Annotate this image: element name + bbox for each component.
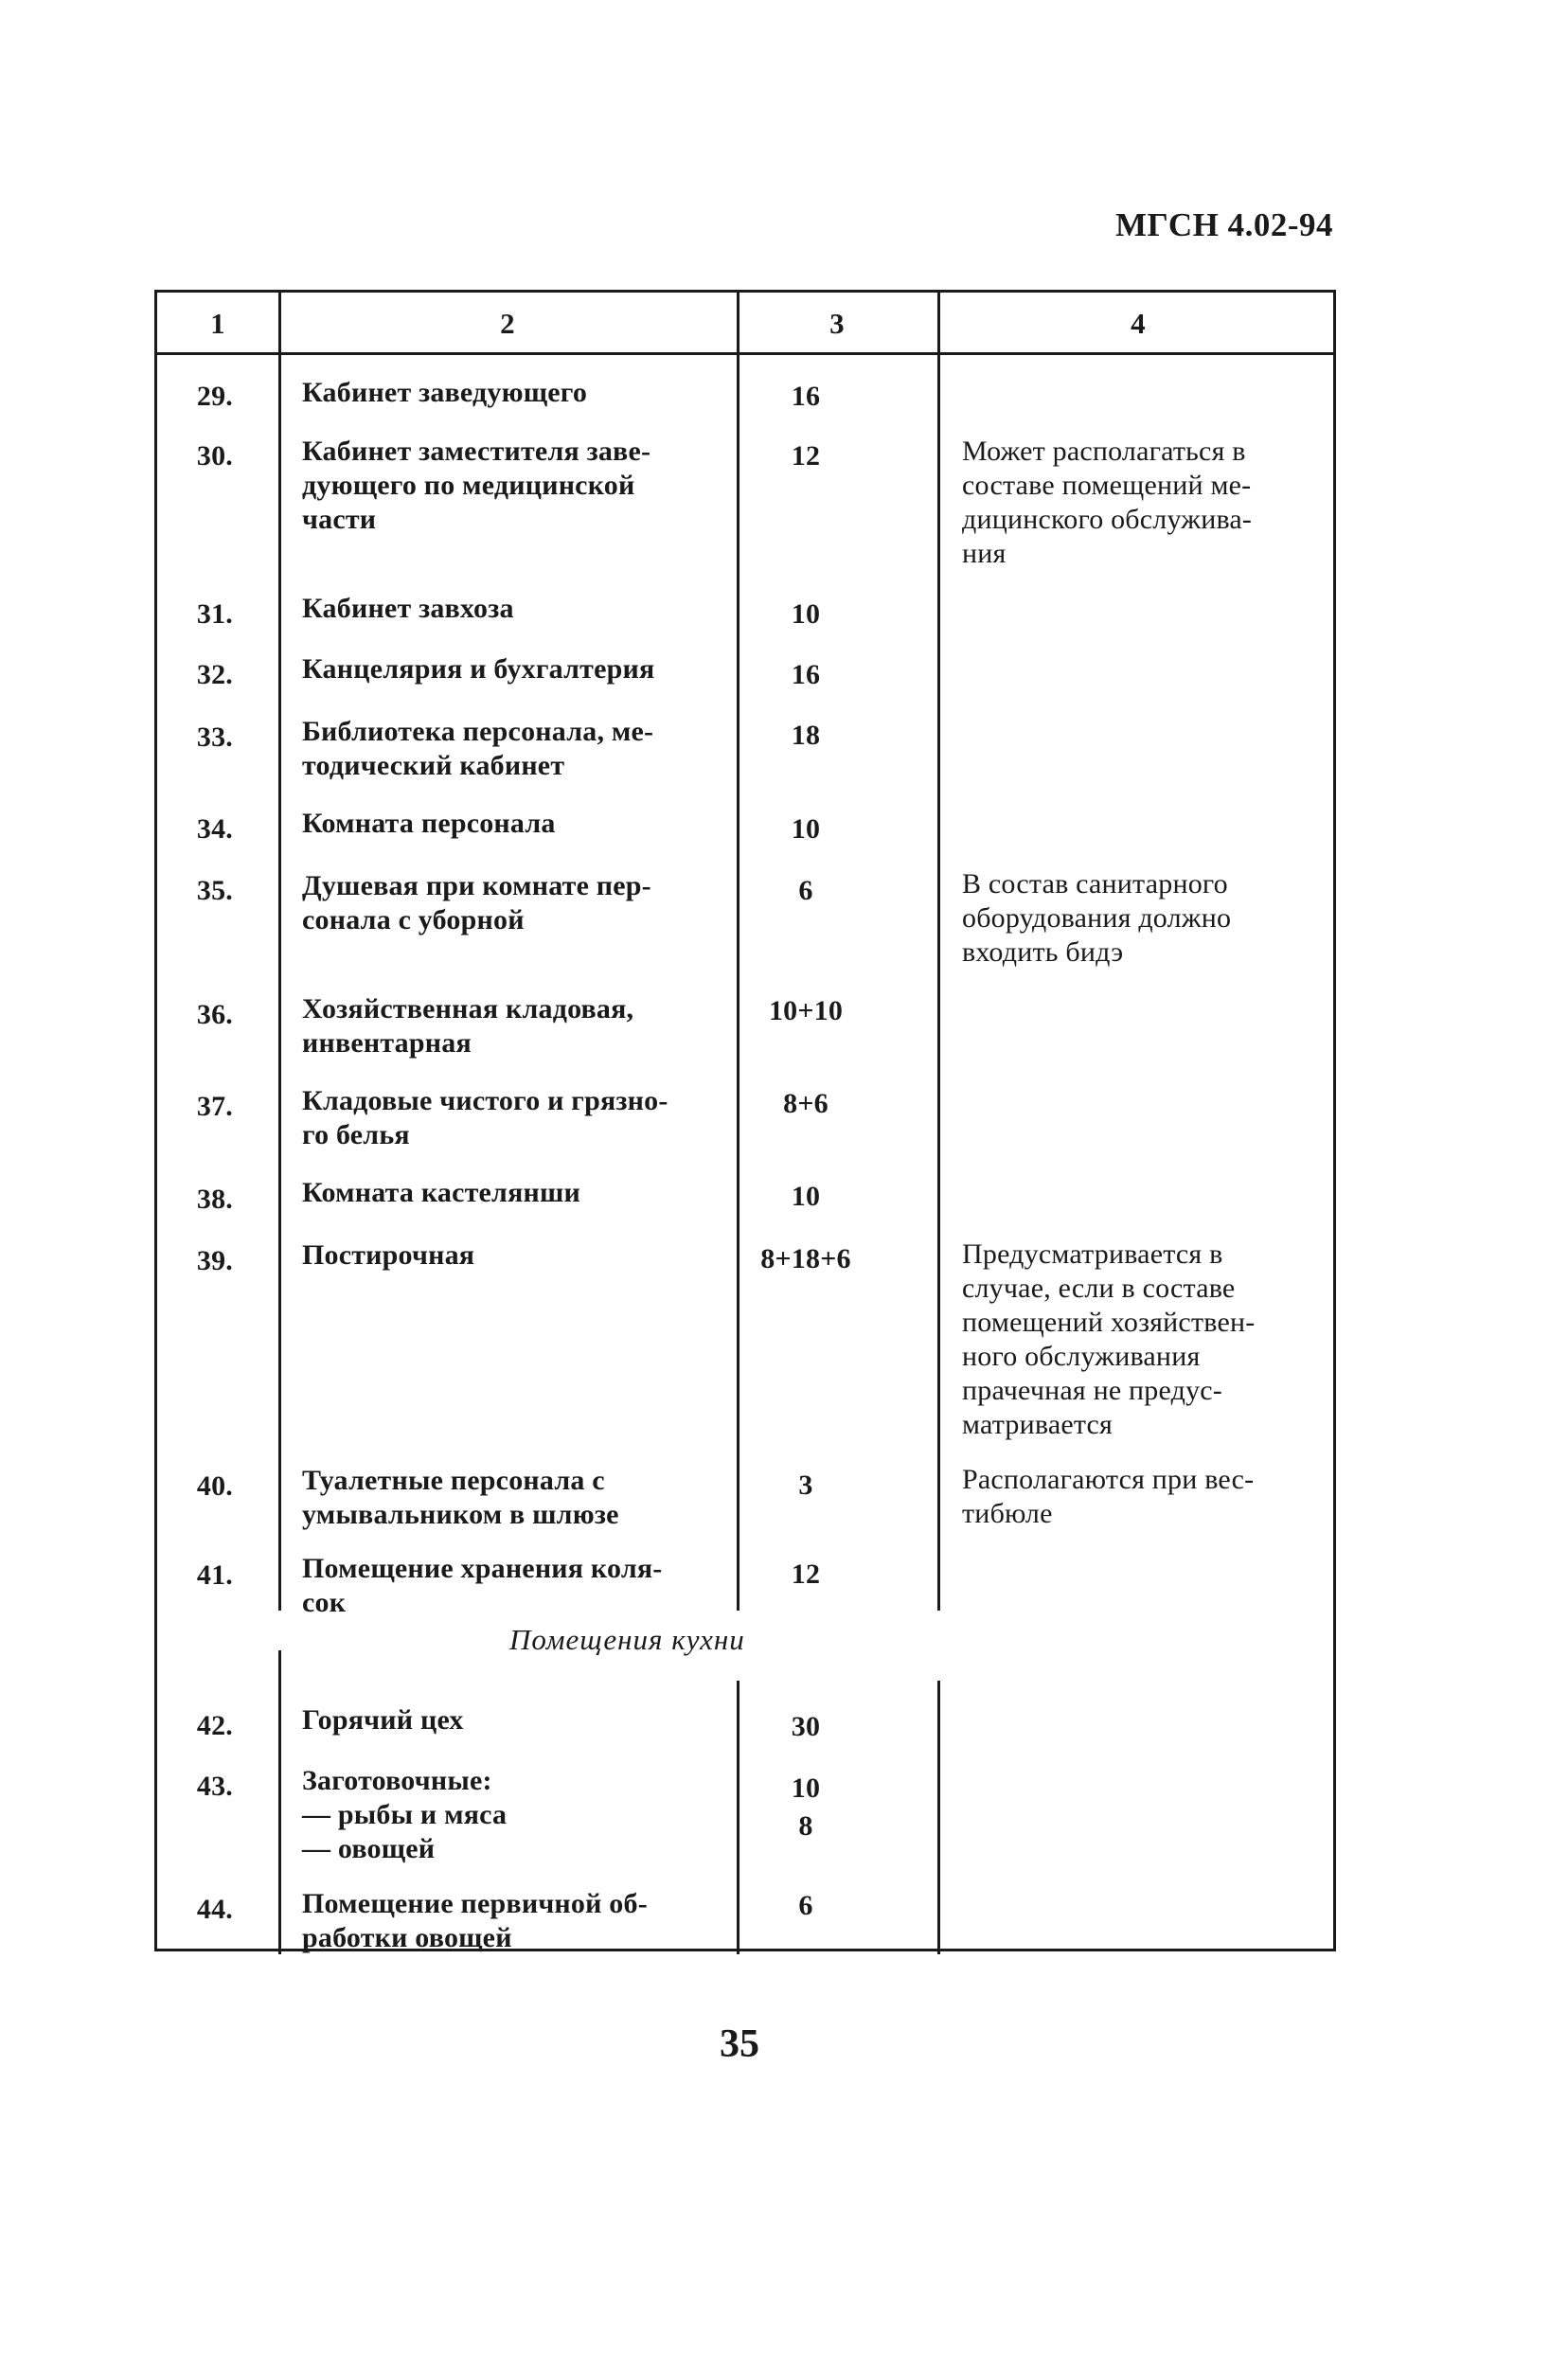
room-name: Кладовые чистого и грязно- го белья [302, 1085, 668, 1150]
col-header-2: 2 [500, 307, 515, 340]
room-area: 18 [791, 720, 821, 751]
room-area: 30 [791, 1711, 821, 1742]
room-name: Комната кастелянши [302, 1177, 580, 1208]
room-area: 16 [791, 659, 821, 690]
col-header-3: 3 [829, 307, 845, 340]
room-name: Горячий цех [302, 1704, 464, 1736]
room-name: Душевая при комнате пер- сонала с уборной [302, 870, 651, 935]
room-area: 10 [791, 598, 821, 630]
row-number: 30. [196, 440, 233, 472]
room-name: Канцелярия и бухгалтерия [302, 653, 655, 685]
room-area: 6 [798, 1890, 813, 1921]
room-name: Хозяйственная кладовая, инвентарная [302, 993, 634, 1059]
room-name: Библиотека персонала, ме- тодический кабинет [302, 716, 654, 781]
page-number: 35 [720, 2022, 759, 2066]
room-area: 8+6 [783, 1088, 829, 1119]
row-number: 38. [196, 1184, 233, 1215]
row-number: 42. [196, 1710, 233, 1741]
room-area: 6 [798, 875, 813, 906]
room-note: В состав санитарного оборудования должно входить бидэ [962, 868, 1232, 968]
row-number: 36. [196, 999, 233, 1030]
room-note: Предусматривается в случае, если в составе помещений хозяйствен- ного обслуживания прачечная не предус- матривается [962, 1238, 1256, 1440]
document-code: МГСН 4.02-94 [1115, 206, 1333, 243]
row-number: 41. [196, 1559, 233, 1591]
row-number: 43. [196, 1771, 233, 1802]
room-area: 16 [791, 381, 821, 412]
col-divider-1b [278, 1650, 281, 1954]
room-area: 8+18+6 [760, 1243, 851, 1274]
section-title: Помещения кухни [509, 1623, 745, 1656]
col-divider-3 [937, 293, 940, 1611]
room-name: Постирочная [302, 1239, 475, 1271]
col-header-4: 4 [1131, 307, 1146, 340]
room-name: Кабинет завхоза [302, 593, 514, 624]
room-area: 10 [791, 813, 821, 845]
room-name: Заготовочные: — рыбы и мяса — овощей [302, 1765, 508, 1864]
room-area: 10 8 [791, 1772, 821, 1842]
row-number: 34. [196, 813, 233, 845]
room-name: Туалетные персонала с умывальником в шлюзе [302, 1465, 619, 1530]
room-name: Кабинет заведующего [302, 377, 588, 408]
row-number: 39. [196, 1245, 233, 1276]
col-divider-3b [937, 1681, 940, 1954]
rooms-table [154, 290, 1336, 1951]
room-name: Помещение хранения коля- сок [302, 1553, 663, 1618]
row-number: 31. [196, 598, 233, 630]
col-header-1: 1 [210, 307, 225, 340]
row-number: 37. [196, 1091, 233, 1122]
room-area: 10 [791, 1181, 821, 1212]
room-area: 10+10 [768, 995, 844, 1026]
row-number: 32. [196, 659, 233, 690]
row-number: 35. [196, 875, 233, 906]
row-number: 40. [196, 1470, 233, 1502]
room-area: 3 [798, 1469, 813, 1501]
room-name: Помещение первичной об- работки овощей [302, 1888, 648, 1953]
room-name: Комната персонала [302, 808, 556, 839]
row-number: 44. [196, 1894, 233, 1925]
room-area: 12 [791, 1559, 821, 1590]
row-number: 29. [196, 381, 233, 412]
row-number: 33. [196, 721, 233, 753]
col-divider-1 [278, 293, 281, 1611]
header-divider [157, 352, 1333, 355]
room-area: 12 [791, 440, 821, 472]
room-name: Кабинет заместителя заве- дующего по медицинской части [302, 436, 651, 535]
room-note: Располагаются при вес- тибюле [962, 1464, 1255, 1529]
room-note: Может располагаться в составе помещений ме- дицинского обслужива- ния [962, 436, 1253, 569]
